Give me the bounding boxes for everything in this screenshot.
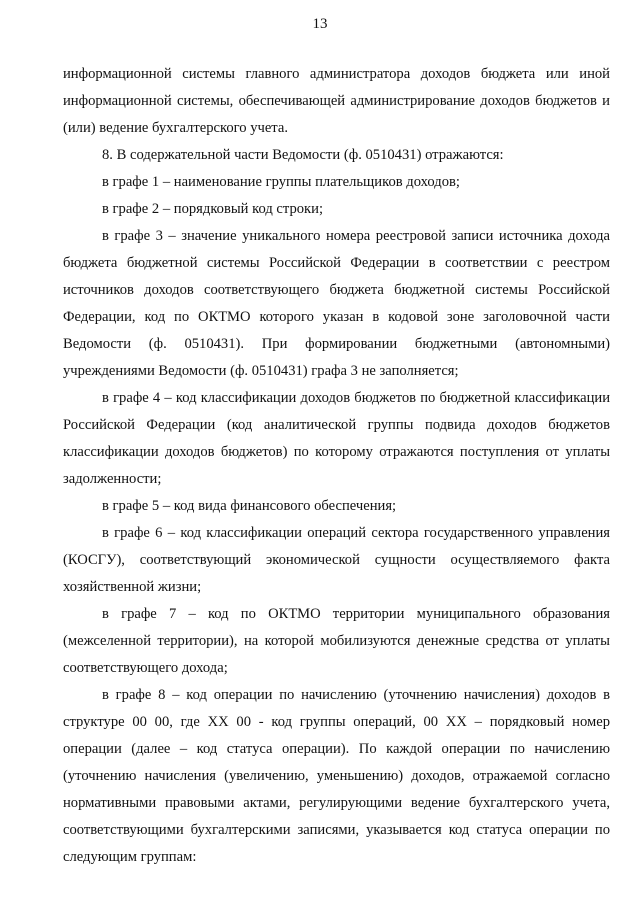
paragraph-continuation: информационной системы главного администратора доходов бюджета или иной информационной системы, обеспечивающей администрирование доходов бюджетов и (или) ведение бухгалтерского учета.	[63, 66, 610, 136]
paragraph-column-6: в графе 6 – код классификации операций сектора государственного управления (КОСГУ), соответствующий экономической сущности осуществляемого факта хозяйственной жизни;	[63, 525, 610, 595]
paragraph-column-2: в графе 2 – порядковый код строки;	[102, 201, 323, 217]
paragraph-column-4: в графе 4 – код классификации доходов бюджетов по бюджетной классификации Российской Федерации (код аналитической группы подвида доходов бюджетов классификации доходов бюджетов) по которому отражаются поступления от уплаты задолженности;	[63, 390, 610, 487]
paragraph-column-7: в графе 7 – код по ОКТМО территории муниципального образования (межселенной территории), на которой мобилизуются денежные средства от уплаты соответствующего дохода;	[63, 606, 610, 676]
paragraph-column-5: в графе 5 – код вида финансового обеспечения;	[102, 498, 397, 514]
page-number: 13	[312, 16, 328, 32]
document-body	[63, 61, 610, 871]
paragraph-section-8: 8. В содержательной части Ведомости (ф. 0510431) отражаются:	[102, 147, 504, 163]
paragraph-column-8: в графе 8 – код операции по начислению (уточнению начисления) доходов в структуре 00 00, где XX 00 - код группы операций, 00 XX – порядковый номер операции (далее – код статуса операции). По каждой операции по начислению (уточнению начисления (увеличению, уменьшению) доходов, отражаемой согласно нормативными правовыми актами, регулирующими ведение бухгалтерского учета, соответствующими бухгалтерскими записями, указывается код статуса операции по следующим группам:	[63, 687, 610, 865]
paragraph-column-3: в графе 3 – значение уникального номера реестровой записи источника дохода бюджета бюджетной системы Российской Федерации в соответствии с реестром источников доходов соответствующего бюджета бюджетной системы Российской Федерации, код по ОКТМО которого указан в кодовой зоне заголовочной части Ведомости (ф. 0510431). При формировании бюджетными (автономными) учреждениями Ведомости (ф. 0510431) графа 3 не заполняется;	[63, 228, 610, 379]
paragraph-column-1: в графе 1 – наименование группы плательщиков доходов;	[102, 174, 460, 190]
